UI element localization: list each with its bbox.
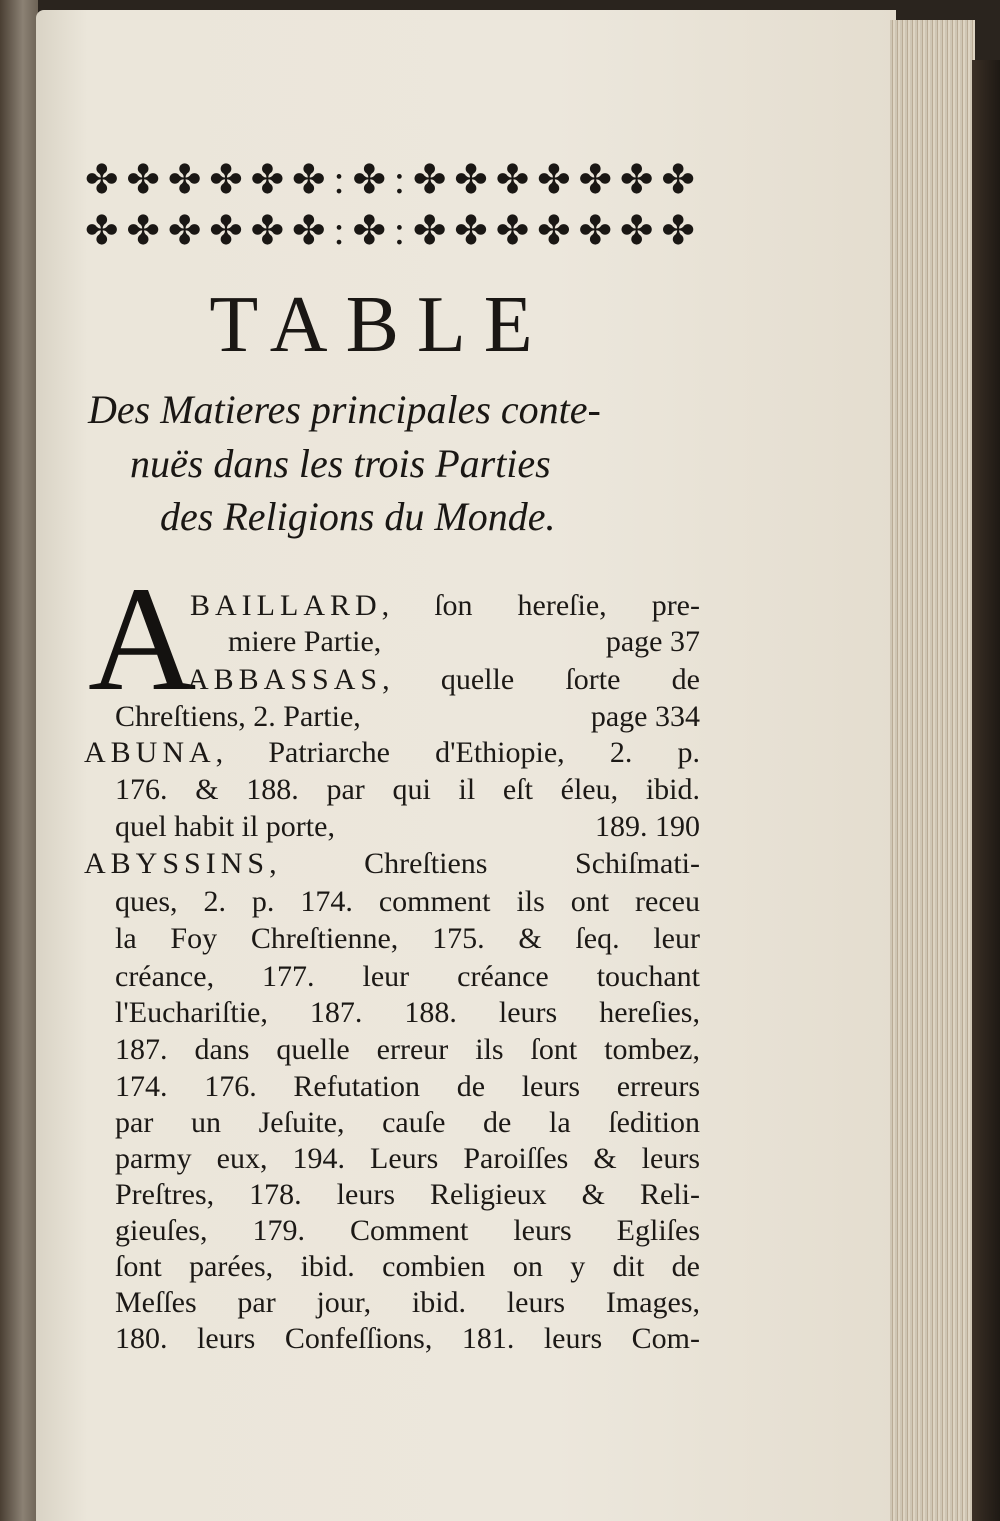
- fleuron-icon: ✤: [454, 208, 488, 253]
- index-line: [228, 624, 700, 660]
- fleuron-icon: :: [333, 208, 345, 253]
- entry-text: 180. leurs Confeſſions, 181. leurs Com-: [115, 1322, 700, 1355]
- fleuron-icon: ✤: [209, 157, 243, 202]
- fleuron-icon: ✤: [167, 208, 202, 253]
- fleuron-icon: ✤: [250, 208, 285, 253]
- entry-text: Preſtres, 178. leurs Religieux & Reli-: [115, 1178, 700, 1211]
- entry-text: quel habit il porte,: [115, 810, 335, 843]
- fleuron-icon: :: [393, 157, 405, 202]
- entry-text: l'Euchariſtie, 187. 188. leurs hereſies,: [115, 996, 700, 1029]
- fleuron-icon: ✤: [412, 208, 447, 253]
- index-line: [115, 921, 700, 957]
- fleuron-icon: ✤: [578, 157, 613, 202]
- entry-heading: BAILLARD: [190, 589, 382, 622]
- entry-text: , Chreſtiens Schiſmati-: [269, 847, 700, 880]
- index-line: [115, 884, 700, 920]
- entry-text: par un Jeſuite, cauſe de la ſedition: [115, 1106, 700, 1139]
- drop-cap: A: [88, 556, 197, 722]
- index-line: [115, 1177, 700, 1213]
- printers-ornament: [85, 158, 695, 253]
- fleuron-icon: ✤: [209, 208, 243, 253]
- subtitle-line: des Religions du Monde.: [160, 494, 556, 539]
- facing-page-edge: [0, 0, 38, 1521]
- index-line: [115, 1321, 700, 1357]
- entry-text: 187. dans quelle erreur ils ſont tombez,: [115, 1033, 700, 1066]
- fleuron-icon: ✤: [578, 208, 613, 253]
- index-line-text: [228, 624, 381, 660]
- subtitle-line: Des Matieres principales conte-: [88, 387, 601, 432]
- index-line: [115, 1141, 700, 1177]
- index-line-text: [115, 809, 335, 845]
- fleuron-icon: ✤: [167, 157, 202, 202]
- ornament-row: [85, 158, 695, 202]
- index-line: [84, 846, 700, 882]
- fleuron-icon: :: [393, 208, 405, 253]
- fleuron-icon: :: [333, 157, 345, 202]
- fleuron-icon: ✤: [661, 157, 695, 202]
- entry-text: , quelle ſorte de: [382, 663, 700, 696]
- page-edges: [890, 20, 975, 1521]
- fleuron-icon: ✤: [126, 157, 160, 202]
- entry-text: 176. & 188. par qui il eſt éleu, ibid.: [115, 773, 700, 806]
- fleuron-icon: ✤: [126, 208, 160, 253]
- page-title: TABLE: [209, 281, 551, 369]
- entry-text: , ſon hereſie, pre-: [381, 589, 700, 622]
- index-line: [115, 1249, 700, 1285]
- entry-text: Chreſtiens, 2. Partie,: [115, 700, 361, 733]
- ornament-row: [85, 209, 695, 253]
- index-line: [115, 1032, 700, 1068]
- index-line: [115, 1069, 700, 1105]
- entry-text: ques, 2. p. 174. comment ils ont receu: [115, 885, 700, 918]
- entry-text: 174. 176. Refutation de leurs erreurs: [115, 1070, 700, 1103]
- fleuron-icon: ✤: [412, 157, 447, 202]
- entry-text: miere Partie,: [228, 625, 382, 658]
- index-line: [115, 809, 700, 845]
- entry-text: Meſſes par jour, ibid. leurs Images,: [115, 1286, 700, 1319]
- page-reference: page 334: [590, 700, 700, 733]
- index-line: [115, 1285, 700, 1321]
- index-line: [115, 1105, 700, 1141]
- book-cover: [972, 60, 1000, 1521]
- index-line: [115, 772, 700, 808]
- fleuron-icon: ✤: [250, 157, 285, 202]
- index-line: [84, 735, 700, 771]
- index-line: [187, 662, 700, 698]
- fleuron-icon: ✤: [661, 208, 695, 253]
- index-line: [115, 699, 700, 735]
- index-line-text: [115, 699, 361, 735]
- entry-heading: ABBASSAS: [187, 663, 383, 696]
- entry-text: parmy eux, 194. Leurs Paroiſſes & leurs: [115, 1142, 700, 1175]
- entry-text: la Foy Chreſtienne, 175. & ſeq. leur: [115, 922, 700, 955]
- entry-heading: ABUNA: [84, 736, 216, 769]
- fleuron-icon: ✤: [619, 208, 654, 253]
- fleuron-icon: ✤: [352, 157, 386, 202]
- fleuron-icon: ✤: [537, 157, 571, 202]
- index-line: [115, 1213, 700, 1249]
- subtitle-line: nuës dans les trois Parties: [130, 441, 551, 486]
- fleuron-icon: ✤: [495, 157, 530, 202]
- page-reference: 189. 190: [595, 810, 700, 843]
- entry-text: , Patriarche d'Ethiopie, 2. p.: [215, 736, 700, 769]
- page-reference: page 37: [605, 625, 700, 658]
- fleuron-icon: ✤: [352, 208, 386, 253]
- entry-heading: ABYSSINS: [84, 847, 270, 880]
- entry-text: créance, 177. leur créance touchant: [115, 960, 700, 993]
- fleuron-icon: ✤: [537, 208, 571, 253]
- entry-text: ſont parées, ibid. combien on y dit de: [115, 1250, 700, 1283]
- fleuron-icon: ✤: [454, 157, 488, 202]
- fleuron-icon: ✤: [292, 157, 326, 202]
- fleuron-icon: ✤: [292, 208, 326, 253]
- index-line: [115, 959, 700, 995]
- fleuron-icon: ✤: [85, 157, 119, 202]
- fleuron-icon: ✤: [495, 208, 530, 253]
- fleuron-icon: ✤: [85, 208, 119, 253]
- index-line: [190, 588, 700, 624]
- entry-text: gieuſes, 179. Comment leurs Egliſes: [115, 1214, 700, 1247]
- fleuron-icon: ✤: [619, 157, 654, 202]
- index-line: [115, 995, 700, 1031]
